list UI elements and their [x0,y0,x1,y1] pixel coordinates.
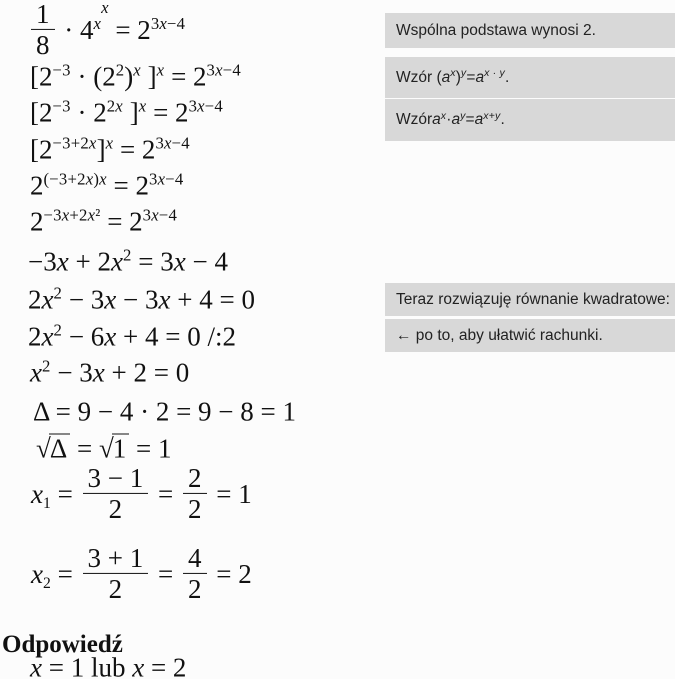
math-variable: x [157,169,166,189]
superscript: −3 [52,96,71,116]
equation-line [30,169,184,201]
math-text: = 1 [209,479,252,510]
math-variable: x [105,133,114,153]
math-text: = [151,559,181,590]
math-variable: x [85,169,94,189]
superscript [94,15,102,34]
math-text: = 2 [209,559,252,590]
math-text: = [50,559,80,590]
superscript [106,134,114,153]
math-variable: a [441,68,451,86]
math-variable: x [30,357,42,388]
radicand: Δ [49,434,70,463]
math-text: ] [122,97,139,128]
superscript: y [460,109,466,122]
fraction-numerator: 3 + 1 [83,544,149,574]
math-variable: x [92,357,105,388]
math-text: 2 [30,170,44,201]
superscript: 3x−4 [142,205,178,225]
math-text: = 2 [146,97,189,128]
math-text [30,358,42,388]
fraction [83,544,149,604]
math-variable: x [159,14,168,34]
math-text: . [500,111,505,128]
fraction-numerator: 2 [183,464,207,494]
math-variable: x [31,479,43,510]
math-text: ] [96,134,106,165]
math-text: = 2 [108,15,151,46]
math-text: · 2 [70,97,107,128]
math-text: − 6x + 4 = 0 /:2 [62,321,236,352]
math-text: [2 [30,134,53,165]
superscript: 2 [122,245,132,265]
math-variable: x [30,652,42,679]
superscript: 2 [115,60,125,80]
answer-heading: Odpowiedź [2,631,123,658]
math-text: 2 [30,206,44,237]
fraction-numerator: 4 [183,544,207,574]
superscript: 3x−4 [150,14,186,34]
note-box [385,319,675,352]
equation-line [28,283,255,315]
math-text: 2x [28,284,54,315]
math-variable: x [173,246,186,277]
fraction-denominator: 2 [108,574,123,605]
equation-line [30,356,190,388]
equation-line [28,320,236,352]
math-text: Δ = 9 − 4 · 2 = 9 − 8 = 1 [33,396,296,427]
superscript: 3x−4 [148,169,184,189]
math-variable: x [41,321,54,352]
superscript [157,61,165,80]
math-variable: a [475,68,485,86]
math-variable: x [31,559,43,590]
math-text: = 2 [164,61,207,92]
radical-sign: √ [36,433,49,464]
equation-line [30,60,241,92]
math-variable: x [104,284,117,315]
superscript: −3+2x [52,133,97,153]
fraction [83,464,149,524]
math-text: = 2 [100,206,143,237]
superscript: 2 [53,320,63,340]
math-text: = [151,479,181,510]
equation-line [28,0,186,63]
fraction-denominator: 8 [36,30,50,61]
math-variable: x [101,0,109,18]
math-variable: x [215,60,223,80]
math-variable: x [115,96,123,116]
math-variable: x [132,652,145,679]
note-box [385,99,675,141]
outer-exponent [101,0,108,17]
math-variable: x [197,96,205,116]
superscript: 2 [53,283,63,303]
superscript: 2 [41,356,51,376]
superscript: y [460,67,467,80]
equation-line [30,205,178,237]
math-text: = 2 [113,134,156,165]
math-text: −3x + 2x [28,246,123,277]
math-variable: x [151,205,159,225]
equation-line [33,396,296,427]
math-text: · (2 [70,61,116,92]
math-text: ] [140,61,157,92]
note-box [385,283,675,316]
equation-line [28,245,228,277]
subscript: 2 [42,575,51,593]
note-box [385,13,675,48]
math-variable: x [87,205,96,225]
math-variable: x [99,169,107,189]
math-text: · 4 [57,15,94,46]
superscript: (−3+2x)x [43,169,107,189]
math-variable: x [104,321,117,352]
math-text: − 3x − 3x + 4 = 0 [62,284,255,315]
math-text: · [446,111,452,128]
superscript: x [440,109,447,122]
superscript: −3 [52,60,71,80]
fraction [183,544,207,604]
superscript [133,61,141,80]
math-variable: x [41,284,54,315]
note-box [385,57,675,98]
math-text: Wspólna podstawa wynosi 2. [396,21,596,39]
math-text: x = 1 lub x = 2 [30,653,186,679]
math-text: Wzór ( [396,68,442,86]
superscript [139,97,147,116]
superscript: x+y [483,109,501,122]
radicand: 1 [112,434,130,463]
fraction-numerator: 3 − 1 [83,464,149,494]
math-text [31,479,43,509]
fraction-denominator: 2 [188,494,202,525]
fraction-denominator: 2 [188,574,202,605]
math-text: Wzór [396,111,433,128]
math-variable: x [133,60,141,80]
math-text: 2x [28,321,54,352]
math-variable: a [474,111,484,128]
math-text: ) [455,68,461,86]
square-root [99,434,129,464]
fraction [183,464,207,524]
math-variable: x [93,14,102,34]
math-variable: x [138,96,147,116]
math-variable: x [56,246,69,277]
subscript: 1 [42,495,51,513]
math-text: = [70,433,99,464]
square-root [36,434,70,464]
math-text: = 3x − 4 [131,246,228,277]
math-text: [2 [30,61,53,92]
math-variable: a [432,111,441,128]
math-variable: x [110,246,123,277]
math-variable: a [451,111,461,128]
math-text [31,559,43,589]
math-text: [2 [30,97,53,128]
superscript: 3x−4 [155,133,190,153]
superscript: 2x [106,96,123,116]
radical-sign: √ [98,433,112,464]
equation-line [31,462,252,527]
fraction [31,0,55,60]
math-text: = [466,68,476,86]
math-text: = 2 [106,170,149,201]
math-text: = [50,479,80,510]
math-variable: x [61,205,70,225]
math-text: . [504,68,510,86]
fraction-denominator: 2 [108,494,123,525]
superscript: 3x−4 [188,96,223,116]
math-text: − 3x + 2 = 0 [50,357,190,388]
superscript: x · y [484,67,505,80]
equation-line [30,96,223,128]
equation-line [31,542,252,607]
math-variable: x [158,284,171,315]
superscript: −3x+2x² [43,205,101,225]
math-text: ) [124,61,134,92]
math-text: ← po to, aby ułatwić rachunki. [396,326,603,344]
math-text: = 1 [129,433,172,464]
math-variable: x [156,60,165,80]
fraction-numerator: 1 [31,0,55,30]
math-text: Teraz rozwiązuję równanie kwadratowe: [396,290,670,308]
equation-line [30,133,190,165]
math-text: = [465,111,475,128]
superscript: x [450,67,456,80]
math-variable: x [164,133,172,153]
math-variable: x [88,133,97,153]
equation-line [36,434,172,463]
superscript: 3x−4 [206,60,241,80]
